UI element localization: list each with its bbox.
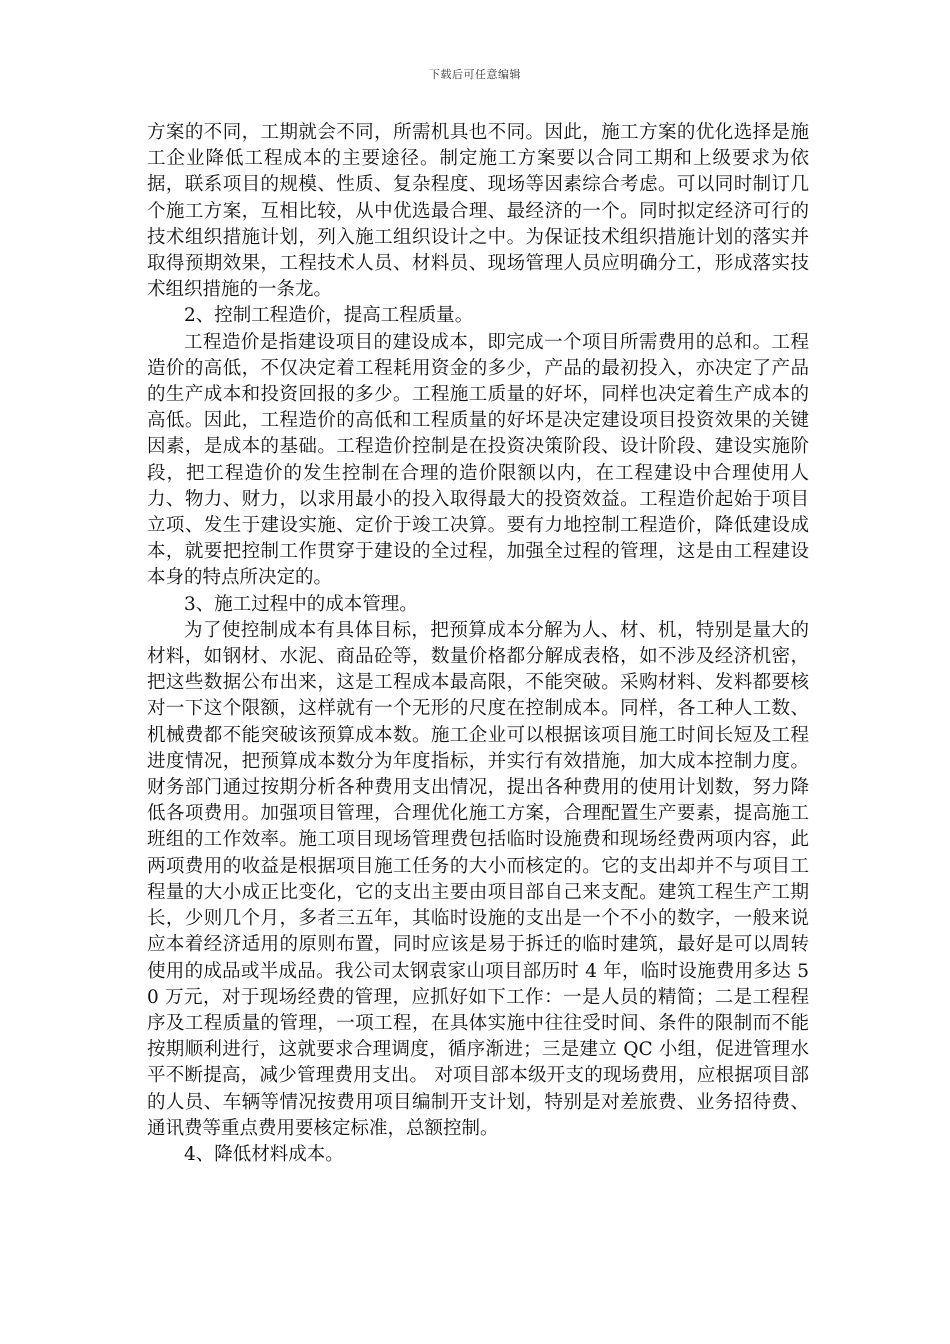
- section-heading-cost-and-quality: 2、控制工程造价，提高工程质量。: [184, 305, 474, 327]
- document-body: [147, 120, 809, 1168]
- paragraph-engineering-cost: 工程造价是指建设项目的建设成本，即完成一个项目所需费用的总和。工程造价的高低，不仅决定着工程耗用资金的多少，产品的最初投入，亦决定了产品的生产成本和投资回报的多少。工程施工质量的好坏，同样也决定着生产成本的高低。因此，工程造价的高低和工程质量的好坏是决定建设项目投资效果的关键因素，是成本的基础。工程造价控制是在投资决策阶段、设计阶段、建设实施阶段，把工程造价的发生控制在合理的造价限额以内，在工程建设中合理使用人力、物力、财力，以求用最小的投入取得最大的投资效益。工程造价起始于项目立项、发生于建设实施、定价于竣工决算。要有力地控制工程造价，降低建设成本，就要把控制工作贯穿于建设的全过程，加强全过程的管理，这是由工程建设本身的特点所决定的。: [147, 331, 809, 589]
- section-heading-material-cost: 4、降低材料成本。: [184, 1143, 344, 1165]
- section-heading-process-cost-management: 3、施工过程中的成本管理。: [184, 593, 418, 615]
- paragraph-construction-plan: 方案的不同，工期就会不同，所需机具也不同。因此，施工方案的优化选择是施工企业降低工程成本的主要途径。制定施工方案要以合同工期和上级要求为依据，联系项目的规模、性质、复杂程度、现场等因素综合考虑。可以同时制订几个施工方案，互相比较，从中优选最合理、最经济的一个。同时拟定经济可行的技术组织措施计划，列入施工组织设计之中。为保证技术组织措施计划的落实并取得预期效果，工程技术人员、材料员、现场管理人员应明确分工，形成落实技术组织措施的一条龙。: [147, 122, 809, 301]
- paragraph-cost-control-targets: 为了使控制成本有具体目标，把预算成本分解为人、材、机，特别是量大的材料，如钢材、水泥、商品砼等，数量价格都分解成表格，如不涉及经济机密，把这些数据公布出来，这是工程成本最高限，不能突破。采购材料、发料都要核对一下这个限额，这样就有一个无形的尺度在控制成本。同样，各工种人工数、机械费都不能突破该预算成本数。施工企业可以根据该项目施工时间长短及工程进度情况，把预算成本数分为年度指标，并实行有效措施，加大成本控制力度。财务部门通过按期分析各种费用支出情况，提出各种费用的使用计划数，努力降低各项费用。加强项目管理，合理优化施工方案，合理配置生产要素，提高施工班组的工作效率。施工项目现场管理费包括临时设施费和现场经费两项内容，此两项费用的收益是根据项目施工任务的大小而核定的。它的支出却并不与项目工程量的大小成正比变化，它的支出主要由项目部自己来支配。建筑工程生产工期长，少则几个月，多者三五年，其临时设施的支出是一个不小的数字，一般来说应本着经济适用的原则布置，同时应该是易于拆迁的临时建筑，最好是可以周转使用的成品或半成品。我公司太钢袁家山项目部历时 4 年，临时设施费用多达 50 万元，对于现场经费的管理，应抓好如下工作：一是人员的精简；二是工程程序及工程质量的管理，一项工程，在具体实施中往往受时间、条件的限制而不能按期顺利进行，这就要求合理调度，循序渐进；三是建立 QC 小组，促进管理水平不断提高，减少管理费用支出。 对项目部本级开支的现场费用，应根据项目部的人员、车辆等情况按费用项目编制开支计划，特别是对差旅费、业务招待费、通讯费等重点费用要核定标准，总额控制。: [147, 619, 809, 1139]
- page-header: 下载后可任意编辑: [429, 68, 521, 81]
